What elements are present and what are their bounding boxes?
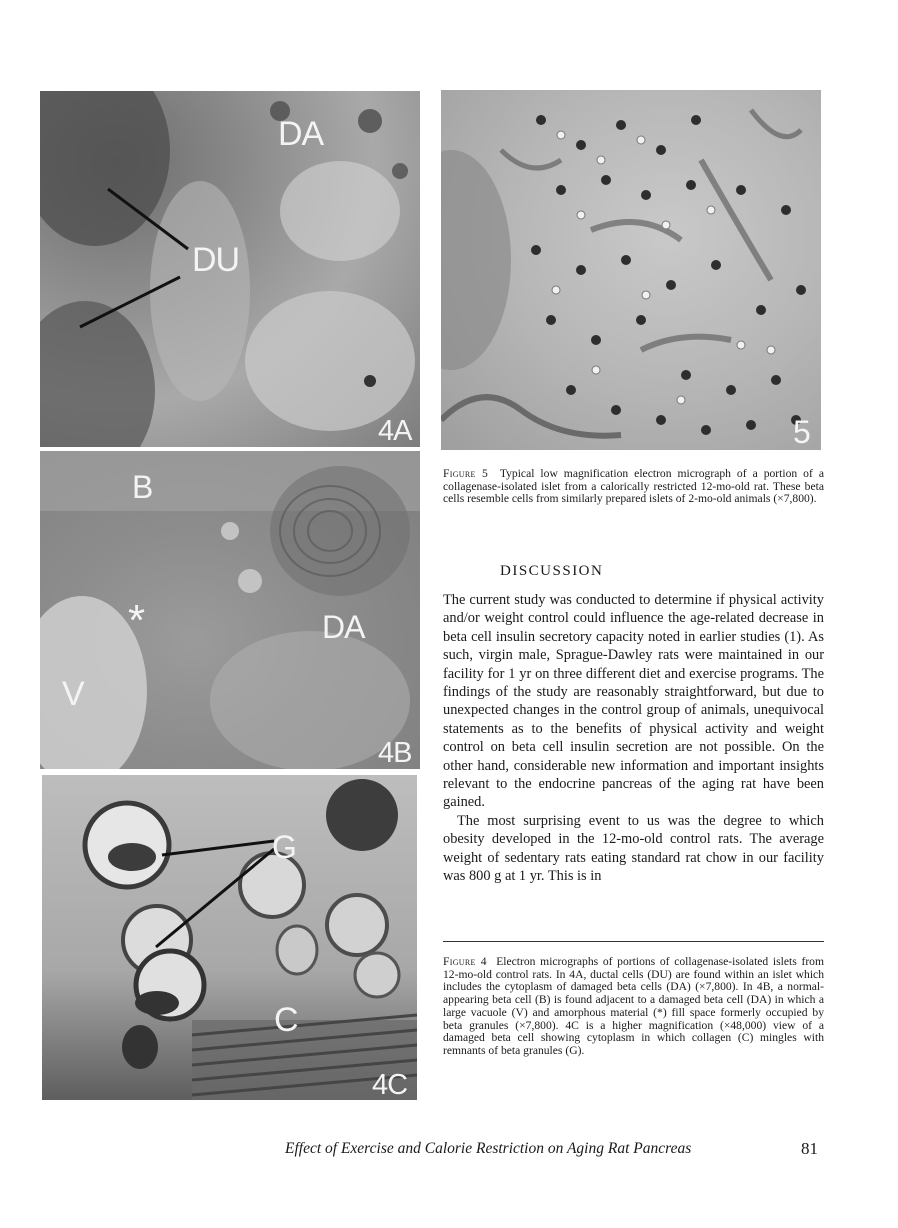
figure-5-caption-text: Typical low magnification electron micrograph of a portion of a collagenase-isolated islet from a calorically restricted 12-mo-old rat. These beta cells resemble cells from similarly prepared islets of 2-mo-old animals (×7,800). (443, 467, 824, 506)
panel-label-4b: 4B (378, 737, 412, 769)
panel-label-4a: 4A (378, 415, 412, 447)
micrograph-5-texture (441, 90, 821, 450)
page-number: 81 (801, 1139, 818, 1158)
label-b: B (132, 469, 153, 505)
label-v: V (62, 675, 84, 713)
figure-4-caption-head: Figure 4 (443, 955, 487, 968)
micrograph-4a (40, 91, 420, 447)
section-heading-discussion: DISCUSSION (500, 563, 604, 579)
micrograph-4c-texture (42, 775, 417, 1100)
discussion-body (443, 591, 824, 886)
figure-4-caption (443, 956, 824, 1058)
running-title: Effect of Exercise and Calorie Restriction on Aging Rat Pancreas (285, 1140, 692, 1157)
figure-5-caption-head: Figure 5 (443, 467, 489, 480)
label-da: DA (278, 115, 324, 153)
panel-label-4c: 4C (372, 1069, 408, 1100)
caption-divider (443, 941, 824, 942)
micrograph-4b (40, 451, 420, 769)
micrograph-5 (441, 90, 821, 450)
label-c: C (274, 1001, 298, 1039)
panel-label-5: 5 (793, 414, 810, 450)
figure-4-caption-text: Electron micrographs of portions of collagenase-isolated islets from 12-mo-old control rats. In 4A, ductal cells (DU) are found within an islet which includes the cytoplasm of damaged beta cells (DA) (×7,800). In 4B, a normal-appearing beta cell (B) is found adjacent to a damaged beta cell (DA) in which a large vacuole (V) and amorphous material (*) fill space formerly occupied by beta granules (×7,800). 4C is a higher magnification (×48,000) view of a damaged beta cell showing cytoplasm in which collagen (C) mingles with remnants of beta granules (G). (443, 955, 824, 1057)
label-asterisk: * (128, 596, 145, 645)
paragraph: The current study was conducted to determine if physical activity and/or weight control could influence the age-related decrease in beta cell insulin secretory capacity noted in earlier studies (1). As such, virgin male, Sprague-Dawley rats were maintained in our facility for 1 yr on three different diet and exercise programs. The findings of the study are reasonably straightforward, but due to unexpected changes in the control group of animals, unequivocal statements as to the benefits of physical activity and weight control on beta cell insulin secretion are not possible. On the other hand, considerable new information and important insights relevant to the endocrine pancreas of the aging rat have been gained. (443, 592, 824, 811)
label-g: G (272, 829, 296, 865)
micrograph-4c (42, 775, 417, 1100)
paragraph: The most surprising event to us was the degree to which obesity developed in the 12-mo-old control rats. The average weight of sedentary rats eating standard rat chow in our facility was 800 g at 1 yr. This is in (443, 812, 824, 885)
label-du: DU (192, 241, 240, 279)
figure-5-caption (443, 468, 824, 506)
label-da: DA (322, 609, 365, 645)
